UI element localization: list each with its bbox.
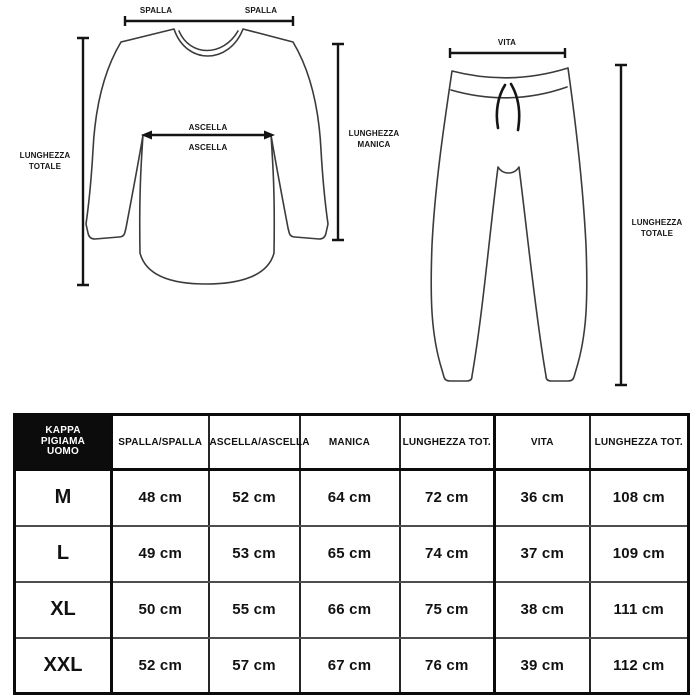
- ascella-arrowhead-right: [264, 131, 275, 140]
- value-cell: 74 cm: [400, 526, 495, 582]
- pants-length-measure-line: [615, 65, 627, 385]
- value-cell: 52 cm: [112, 638, 209, 694]
- size-cell: XL: [15, 582, 112, 638]
- shirt-length-measure-line: [77, 38, 89, 285]
- value-cell: 65 cm: [300, 526, 400, 582]
- table-row-xl: [15, 582, 689, 638]
- size-cell: M: [15, 470, 112, 526]
- value-cell: 66 cm: [300, 582, 400, 638]
- value-cell: 57 cm: [209, 638, 300, 694]
- table-title-line1: KAPPA: [45, 425, 81, 437]
- column-header-ascella: ASCELLA/ASCELLA: [209, 415, 300, 470]
- table-row-m: [15, 470, 689, 526]
- value-cell: 109 cm: [590, 526, 689, 582]
- shirt-outline: [86, 29, 328, 284]
- table-row-l: [15, 526, 689, 582]
- size-cell: L: [15, 526, 112, 582]
- value-cell: 48 cm: [112, 470, 209, 526]
- table-title-cell: [15, 415, 112, 470]
- column-header-vita: VITA: [495, 415, 590, 470]
- value-cell: 37 cm: [495, 526, 590, 582]
- ascella-top-label: ASCELLA: [188, 123, 228, 132]
- column-header-lunghezza-tot-shirt: LUNGHEZZA TOT.: [400, 415, 495, 470]
- column-header-manica: MANICA: [300, 415, 400, 470]
- value-cell: 53 cm: [209, 526, 300, 582]
- value-cell: 64 cm: [300, 470, 400, 526]
- value-cell: 39 cm: [495, 638, 590, 694]
- value-cell: 75 cm: [400, 582, 495, 638]
- value-cell: 76 cm: [400, 638, 495, 694]
- value-cell: 112 cm: [590, 638, 689, 694]
- vita-label: VITA: [497, 38, 517, 47]
- size-chart-table: [13, 413, 690, 695]
- vita-measure-line: [450, 48, 565, 58]
- table-header-row: [15, 415, 689, 470]
- column-header-lunghezza-tot-pants: LUNGHEZZA TOT.: [590, 415, 689, 470]
- value-cell: 38 cm: [495, 582, 590, 638]
- table-title-line2: PIGIAMA: [40, 435, 86, 447]
- value-cell: 111 cm: [590, 582, 689, 638]
- pants-length-label-line2: TOTALE: [640, 229, 674, 238]
- value-cell: 55 cm: [209, 582, 300, 638]
- value-cell: 50 cm: [112, 582, 209, 638]
- spalla-right-label: SPALLA: [244, 6, 278, 15]
- value-cell: 72 cm: [400, 470, 495, 526]
- drawstring-left: [497, 85, 505, 128]
- pants-outline: [431, 68, 587, 381]
- spalla-left-label: SPALLA: [139, 6, 173, 15]
- pants-waistband-line: [451, 87, 567, 98]
- value-cell: 108 cm: [590, 470, 689, 526]
- sleeve-length-label-line2: MANICA: [357, 140, 391, 149]
- shirt-length-label-line2: TOTALE: [28, 162, 62, 171]
- value-cell: 52 cm: [209, 470, 300, 526]
- pants-length-label-line1: LUNGHEZZA: [631, 218, 683, 227]
- sleeve-length-label-line1: LUNGHEZZA: [348, 129, 400, 138]
- column-header-spalla: SPALLA/SPALLA: [112, 415, 209, 470]
- table-title-line3: UOMO: [47, 446, 79, 458]
- size-cell: XXL: [15, 638, 112, 694]
- spalla-measure-line: [125, 16, 293, 26]
- value-cell: 49 cm: [112, 526, 209, 582]
- table-row-xxl: [15, 638, 689, 694]
- drawstring-right: [511, 84, 519, 130]
- value-cell: 36 cm: [495, 470, 590, 526]
- ascella-bottom-label: ASCELLA: [188, 143, 228, 152]
- sleeve-length-measure-line: [332, 44, 344, 240]
- value-cell: 67 cm: [300, 638, 400, 694]
- shirt-length-label-line1: LUNGHEZZA: [19, 151, 71, 160]
